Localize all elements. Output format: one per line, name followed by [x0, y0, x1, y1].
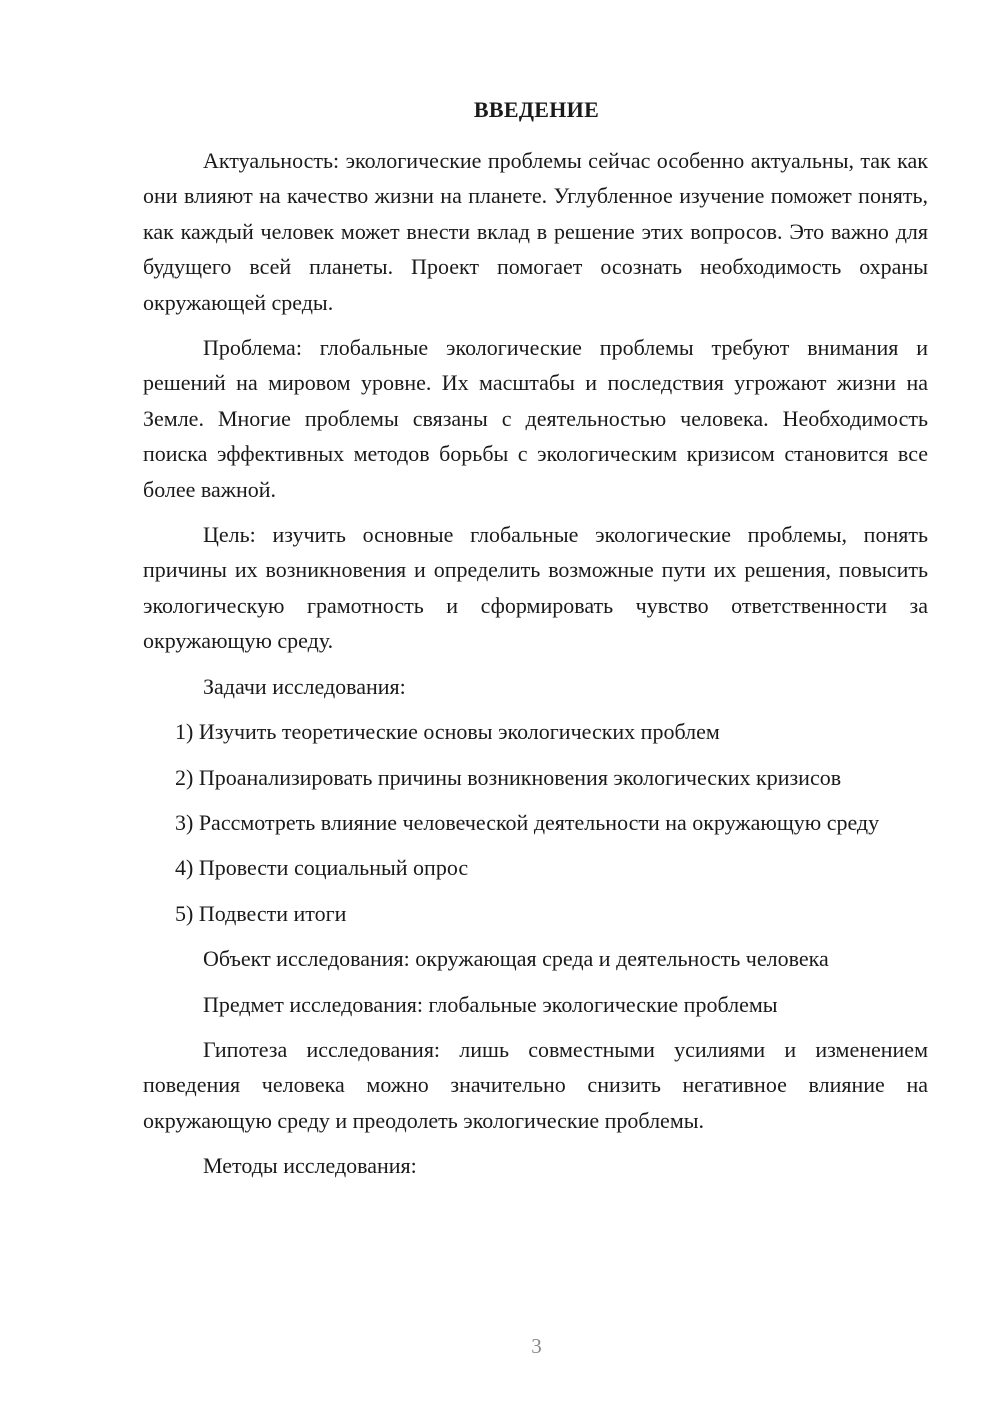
- page-number: 3: [531, 1334, 542, 1358]
- tasks-heading: Задачи исследования:: [203, 673, 406, 699]
- task-item: 5) Подвести итоги: [175, 900, 347, 926]
- task-item: 3) Рассмотреть влияние человеческой деятельности на окружающую среду: [175, 809, 880, 835]
- task-item: 2) Проанализировать причины возникновения экологических кризисов: [175, 764, 842, 790]
- methods-heading: Методы исследования:: [203, 1153, 417, 1179]
- hypothesis-paragraph: Гипотеза исследования: лишь совместными усилиями и изменением поведения человека можно значительно снизить негативное влияние на окружающую среду и преодолеть экологические проблемы.: [143, 1036, 928, 1133]
- problem-paragraph: Проблема: глобальные экологические проблемы требуют внимания и решений на мировом уровне. Их масштабы и последствия угрожают жизни на Земле. Многие проблемы связаны с деятельностью человека. Необходимость поиска эффективных методов борьбы с экологическим кризисом становится все более важной.: [143, 335, 928, 502]
- document-body: [143, 143, 928, 1194]
- goal-paragraph: Цель: изучить основные глобальные экологические проблемы, понять причины их возникновения и определить возможные пути их решения, повысить экологическую грамотность и сформировать чувство ответственности за окружающую среду.: [143, 522, 928, 654]
- page-title: ВВЕДЕНИЕ: [473, 97, 600, 122]
- task-item: 1) Изучить теоретические основы экологических проблем: [175, 719, 720, 745]
- relevance-paragraph: Актуальность: экологические проблемы сейчас особенно актуальны, так как они влияют на качество жизни на планете. Углубленное изучение поможет понять, как каждый человек может внести вклад в решение этих вопросов. Это важно для будущего всей планеты. Проект помогает осознать необходимость охраны окружающей среды.: [143, 148, 928, 315]
- research-object: Объект исследования: окружающая среда и деятельность человека: [203, 946, 829, 972]
- research-subject: Предмет исследования: глобальные экологические проблемы: [203, 991, 778, 1017]
- task-item: 4) Провести социальный опрос: [175, 855, 469, 881]
